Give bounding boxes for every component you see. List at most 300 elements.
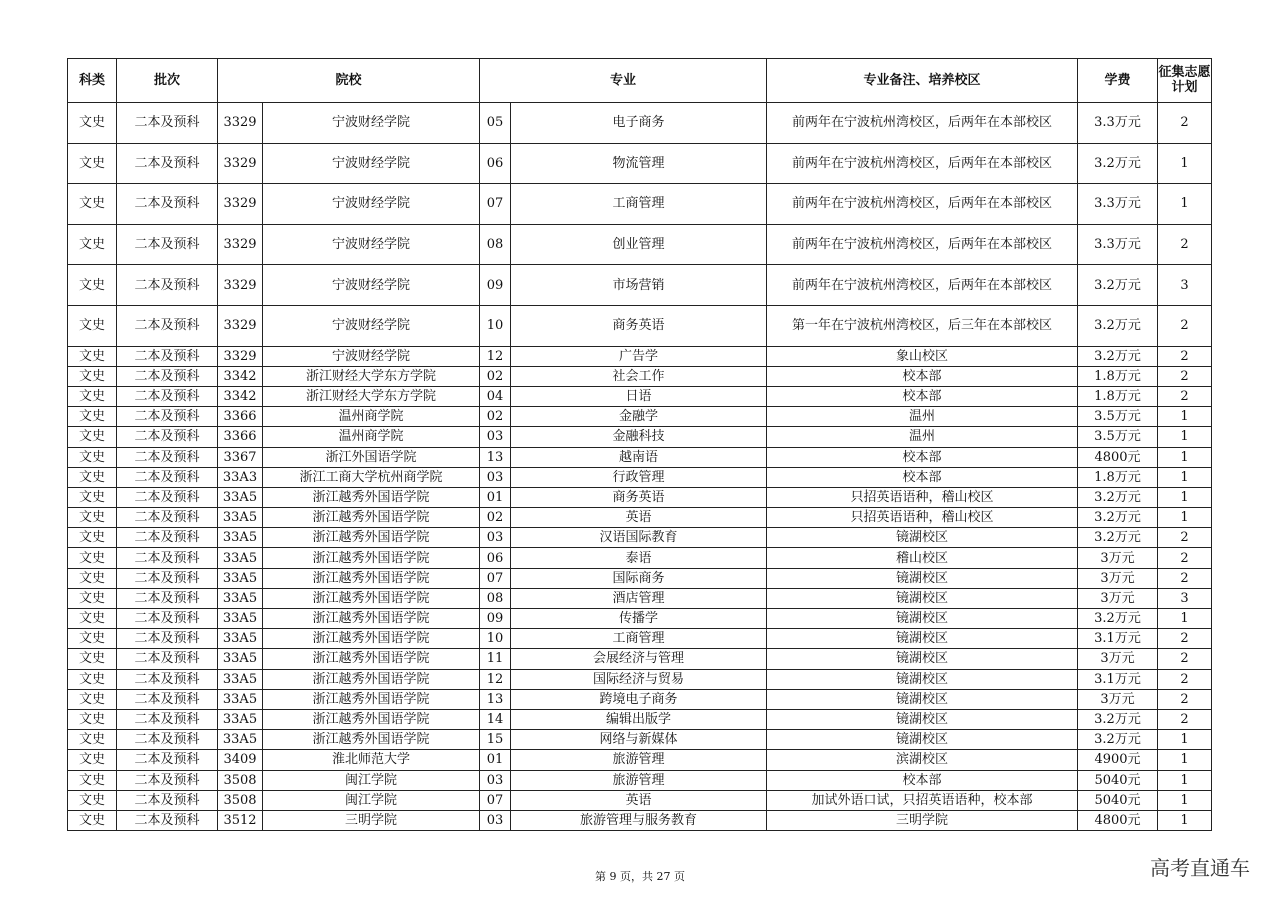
cell-school-name: 浙江越秀外国语学院 <box>263 528 480 548</box>
cell-category: 文史 <box>68 224 117 265</box>
cell-school-code: 3329 <box>218 184 263 225</box>
cell-school-code: 3342 <box>218 386 263 406</box>
cell-category: 文史 <box>68 790 117 810</box>
cell-category: 文史 <box>68 467 117 487</box>
cell-batch: 二本及预科 <box>117 427 218 447</box>
cell-major-code: 15 <box>480 730 511 750</box>
cell-notes: 稽山校区 <box>767 548 1078 568</box>
cell-notes: 滨湖校区 <box>767 750 1078 770</box>
cell-notes: 镜湖校区 <box>767 609 1078 629</box>
cell-major-name: 会展经济与管理 <box>511 649 767 669</box>
cell-batch: 二本及预科 <box>117 649 218 669</box>
cell-major-name: 市场营销 <box>511 265 767 306</box>
table-row <box>68 588 1212 608</box>
cell-tuition: 5040元 <box>1078 790 1158 810</box>
cell-school-name: 温州商学院 <box>263 407 480 427</box>
cell-tuition: 5040元 <box>1078 770 1158 790</box>
cell-school-name: 宁波财经学院 <box>263 305 480 346</box>
cell-plan: 2 <box>1158 689 1212 709</box>
cell-batch: 二本及预科 <box>117 730 218 750</box>
cell-batch: 二本及预科 <box>117 224 218 265</box>
cell-plan: 2 <box>1158 669 1212 689</box>
cell-school-name: 宁波财经学院 <box>263 346 480 366</box>
cell-major-code: 03 <box>480 528 511 548</box>
cell-major-name: 泰语 <box>511 548 767 568</box>
cell-plan: 1 <box>1158 770 1212 790</box>
cell-plan: 3 <box>1158 265 1212 306</box>
cell-category: 文史 <box>68 265 117 306</box>
table-row <box>68 790 1212 810</box>
table-row <box>68 407 1212 427</box>
table-header-row <box>68 59 1212 103</box>
cell-notes: 校本部 <box>767 467 1078 487</box>
cell-major-name: 电子商务 <box>511 103 767 144</box>
cell-major-code: 12 <box>480 346 511 366</box>
cell-notes: 加试外语口试，只招英语语种，校本部 <box>767 790 1078 810</box>
cell-category: 文史 <box>68 629 117 649</box>
cell-school-name: 闽江学院 <box>263 770 480 790</box>
cell-batch: 二本及预科 <box>117 103 218 144</box>
cell-category: 文史 <box>68 548 117 568</box>
table-row <box>68 649 1212 669</box>
cell-tuition: 3.1万元 <box>1078 669 1158 689</box>
cell-batch: 二本及预科 <box>117 709 218 729</box>
cell-major-code: 01 <box>480 487 511 507</box>
cell-major-code: 04 <box>480 386 511 406</box>
cell-tuition: 4900元 <box>1078 750 1158 770</box>
cell-notes: 只招英语语种，稽山校区 <box>767 508 1078 528</box>
cell-school-name: 宁波财经学院 <box>263 184 480 225</box>
cell-notes: 镜湖校区 <box>767 649 1078 669</box>
cell-category: 文史 <box>68 750 117 770</box>
cell-category: 文史 <box>68 528 117 548</box>
cell-school-code: 33A5 <box>218 568 263 588</box>
table-row <box>68 447 1212 467</box>
cell-school-code: 33A5 <box>218 730 263 750</box>
cell-tuition: 4800元 <box>1078 447 1158 467</box>
cell-school-code: 33A5 <box>218 588 263 608</box>
cell-school-code: 3329 <box>218 305 263 346</box>
cell-major-code: 02 <box>480 508 511 528</box>
cell-major-code: 08 <box>480 224 511 265</box>
cell-plan: 2 <box>1158 629 1212 649</box>
cell-school-name: 浙江越秀外国语学院 <box>263 669 480 689</box>
table-row <box>68 629 1212 649</box>
cell-school-code: 3329 <box>218 224 263 265</box>
table-row <box>68 730 1212 750</box>
table-row <box>68 709 1212 729</box>
cell-tuition: 3.2万元 <box>1078 346 1158 366</box>
cell-notes: 象山校区 <box>767 346 1078 366</box>
cell-plan: 1 <box>1158 143 1212 184</box>
cell-school-name: 浙江外国语学院 <box>263 447 480 467</box>
cell-category: 文史 <box>68 568 117 588</box>
cell-major-name: 商务英语 <box>511 305 767 346</box>
cell-major-code: 10 <box>480 305 511 346</box>
cell-school-code: 3409 <box>218 750 263 770</box>
cell-tuition: 3.2万元 <box>1078 143 1158 184</box>
cell-batch: 二本及预科 <box>117 184 218 225</box>
cell-plan: 2 <box>1158 103 1212 144</box>
cell-major-name: 酒店管理 <box>511 588 767 608</box>
cell-major-code: 07 <box>480 184 511 225</box>
table-row <box>68 528 1212 548</box>
cell-tuition: 3.3万元 <box>1078 103 1158 144</box>
cell-category: 文史 <box>68 770 117 790</box>
cell-notes: 前两年在宁波杭州湾校区，后两年在本部校区 <box>767 184 1078 225</box>
cell-category: 文史 <box>68 143 117 184</box>
cell-major-code: 08 <box>480 588 511 608</box>
cell-school-code: 33A3 <box>218 467 263 487</box>
cell-notes: 前两年在宁波杭州湾校区，后两年在本部校区 <box>767 143 1078 184</box>
cell-school-name: 宁波财经学院 <box>263 265 480 306</box>
cell-school-name: 浙江越秀外国语学院 <box>263 629 480 649</box>
cell-category: 文史 <box>68 427 117 447</box>
cell-tuition: 3万元 <box>1078 689 1158 709</box>
table-row <box>68 810 1212 830</box>
cell-category: 文史 <box>68 609 117 629</box>
cell-major-code: 05 <box>480 103 511 144</box>
cell-plan: 1 <box>1158 447 1212 467</box>
cell-notes: 镜湖校区 <box>767 568 1078 588</box>
cell-plan: 2 <box>1158 528 1212 548</box>
cell-school-code: 3329 <box>218 346 263 366</box>
cell-tuition: 3万元 <box>1078 548 1158 568</box>
header-major: 专业 <box>480 59 767 103</box>
cell-tuition: 3.2万元 <box>1078 730 1158 750</box>
header-category: 科类 <box>68 59 117 103</box>
cell-school-name: 温州商学院 <box>263 427 480 447</box>
cell-school-name: 浙江越秀外国语学院 <box>263 609 480 629</box>
cell-plan: 2 <box>1158 305 1212 346</box>
cell-plan: 2 <box>1158 366 1212 386</box>
cell-major-code: 07 <box>480 790 511 810</box>
cell-batch: 二本及预科 <box>117 305 218 346</box>
cell-school-code: 3512 <box>218 810 263 830</box>
cell-plan: 1 <box>1158 790 1212 810</box>
cell-tuition: 3.3万元 <box>1078 224 1158 265</box>
cell-plan: 1 <box>1158 508 1212 528</box>
cell-tuition: 1.8万元 <box>1078 386 1158 406</box>
cell-major-code: 13 <box>480 689 511 709</box>
cell-notes: 镜湖校区 <box>767 629 1078 649</box>
cell-major-name: 编辑出版学 <box>511 709 767 729</box>
cell-major-name: 英语 <box>511 790 767 810</box>
cell-tuition: 3万元 <box>1078 588 1158 608</box>
cell-major-code: 03 <box>480 467 511 487</box>
header-tuition: 学费 <box>1078 59 1158 103</box>
cell-major-name: 创业管理 <box>511 224 767 265</box>
table-row <box>68 548 1212 568</box>
cell-school-code: 33A5 <box>218 528 263 548</box>
cell-tuition: 3.1万元 <box>1078 629 1158 649</box>
cell-major-name: 金融科技 <box>511 427 767 447</box>
cell-major-code: 14 <box>480 709 511 729</box>
cell-major-code: 01 <box>480 750 511 770</box>
cell-plan: 1 <box>1158 467 1212 487</box>
cell-notes: 三明学院 <box>767 810 1078 830</box>
cell-major-name: 国际经济与贸易 <box>511 669 767 689</box>
cell-plan: 2 <box>1158 224 1212 265</box>
cell-notes: 只招英语语种，稽山校区 <box>767 487 1078 507</box>
cell-plan: 1 <box>1158 407 1212 427</box>
cell-school-name: 闽江学院 <box>263 790 480 810</box>
cell-major-code: 03 <box>480 427 511 447</box>
cell-school-name: 宁波财经学院 <box>263 143 480 184</box>
cell-school-code: 3366 <box>218 407 263 427</box>
cell-tuition: 3.2万元 <box>1078 305 1158 346</box>
cell-notes: 校本部 <box>767 386 1078 406</box>
cell-category: 文史 <box>68 407 117 427</box>
cell-plan: 2 <box>1158 548 1212 568</box>
cell-school-code: 33A5 <box>218 709 263 729</box>
cell-notes: 镜湖校区 <box>767 669 1078 689</box>
cell-tuition: 3.2万元 <box>1078 265 1158 306</box>
cell-category: 文史 <box>68 709 117 729</box>
cell-tuition: 1.8万元 <box>1078 467 1158 487</box>
cell-category: 文史 <box>68 689 117 709</box>
cell-tuition: 4800元 <box>1078 810 1158 830</box>
cell-major-name: 传播学 <box>511 609 767 629</box>
cell-plan: 2 <box>1158 709 1212 729</box>
cell-batch: 二本及预科 <box>117 568 218 588</box>
cell-tuition: 3.2万元 <box>1078 609 1158 629</box>
cell-notes: 校本部 <box>767 366 1078 386</box>
cell-major-code: 07 <box>480 568 511 588</box>
cell-notes: 镜湖校区 <box>767 689 1078 709</box>
cell-major-name: 跨境电子商务 <box>511 689 767 709</box>
cell-major-code: 09 <box>480 265 511 306</box>
cell-school-name: 浙江越秀外国语学院 <box>263 689 480 709</box>
cell-major-code: 13 <box>480 447 511 467</box>
cell-category: 文史 <box>68 386 117 406</box>
cell-notes: 前两年在宁波杭州湾校区，后两年在本部校区 <box>767 103 1078 144</box>
cell-batch: 二本及预科 <box>117 487 218 507</box>
cell-school-code: 33A5 <box>218 548 263 568</box>
table-row <box>68 750 1212 770</box>
table-row <box>68 305 1212 346</box>
cell-tuition: 3.2万元 <box>1078 487 1158 507</box>
cell-school-name: 浙江财经大学东方学院 <box>263 386 480 406</box>
cell-category: 文史 <box>68 366 117 386</box>
cell-major-name: 日语 <box>511 386 767 406</box>
cell-school-code: 3329 <box>218 265 263 306</box>
cell-major-code: 10 <box>480 629 511 649</box>
cell-plan: 1 <box>1158 750 1212 770</box>
cell-school-name: 三明学院 <box>263 810 480 830</box>
cell-plan: 3 <box>1158 588 1212 608</box>
cell-major-name: 旅游管理 <box>511 770 767 790</box>
cell-notes: 镜湖校区 <box>767 588 1078 608</box>
cell-major-code: 09 <box>480 609 511 629</box>
cell-plan: 1 <box>1158 609 1212 629</box>
cell-tuition: 3.5万元 <box>1078 407 1158 427</box>
table-row <box>68 508 1212 528</box>
table-row <box>68 770 1212 790</box>
cell-school-code: 33A5 <box>218 649 263 669</box>
cell-notes: 第一年在宁波杭州湾校区，后三年在本部校区 <box>767 305 1078 346</box>
cell-school-code: 3329 <box>218 103 263 144</box>
cell-tuition: 3万元 <box>1078 568 1158 588</box>
cell-tuition: 3.3万元 <box>1078 184 1158 225</box>
cell-major-name: 工商管理 <box>511 629 767 649</box>
cell-major-name: 金融学 <box>511 407 767 427</box>
table-row <box>68 224 1212 265</box>
table-row <box>68 487 1212 507</box>
cell-plan: 2 <box>1158 346 1212 366</box>
table-body <box>68 103 1212 831</box>
cell-school-name: 宁波财经学院 <box>263 224 480 265</box>
cell-plan: 1 <box>1158 487 1212 507</box>
cell-major-name: 物流管理 <box>511 143 767 184</box>
cell-plan: 2 <box>1158 649 1212 669</box>
table-row <box>68 366 1212 386</box>
cell-batch: 二本及预科 <box>117 366 218 386</box>
cell-batch: 二本及预科 <box>117 386 218 406</box>
cell-major-code: 02 <box>480 366 511 386</box>
cell-category: 文史 <box>68 669 117 689</box>
cell-major-code: 02 <box>480 407 511 427</box>
cell-category: 文史 <box>68 487 117 507</box>
cell-batch: 二本及预科 <box>117 750 218 770</box>
cell-school-name: 宁波财经学院 <box>263 103 480 144</box>
cell-batch: 二本及预科 <box>117 588 218 608</box>
cell-school-code: 3342 <box>218 366 263 386</box>
page-number: 第 9 页，共 27 页 <box>595 870 685 883</box>
cell-batch: 二本及预科 <box>117 407 218 427</box>
cell-tuition: 3.2万元 <box>1078 528 1158 548</box>
table-row <box>68 467 1212 487</box>
cell-school-code: 3508 <box>218 790 263 810</box>
cell-major-name: 商务英语 <box>511 487 767 507</box>
cell-major-name: 社会工作 <box>511 366 767 386</box>
cell-school-name: 浙江财经大学东方学院 <box>263 366 480 386</box>
cell-tuition: 3.2万元 <box>1078 709 1158 729</box>
enrollment-table <box>67 58 1212 831</box>
watermark-logo: 高考直通车 <box>1150 856 1250 880</box>
cell-notes: 校本部 <box>767 447 1078 467</box>
cell-batch: 二本及预科 <box>117 609 218 629</box>
cell-category: 文史 <box>68 346 117 366</box>
cell-notes: 镜湖校区 <box>767 709 1078 729</box>
cell-major-name: 旅游管理与服务教育 <box>511 810 767 830</box>
cell-school-code: 33A5 <box>218 669 263 689</box>
cell-batch: 二本及预科 <box>117 629 218 649</box>
cell-major-name: 英语 <box>511 508 767 528</box>
cell-school-name: 浙江越秀外国语学院 <box>263 508 480 528</box>
cell-major-code: 11 <box>480 649 511 669</box>
cell-major-name: 工商管理 <box>511 184 767 225</box>
header-notes: 专业备注、培养校区 <box>767 59 1078 103</box>
cell-major-code: 06 <box>480 143 511 184</box>
cell-category: 文史 <box>68 588 117 608</box>
cell-school-name: 浙江越秀外国语学院 <box>263 730 480 750</box>
cell-major-name: 旅游管理 <box>511 750 767 770</box>
cell-notes: 校本部 <box>767 770 1078 790</box>
cell-school-code: 33A5 <box>218 629 263 649</box>
cell-school-name: 浙江工商大学杭州商学院 <box>263 467 480 487</box>
table-row <box>68 669 1212 689</box>
cell-tuition: 3.2万元 <box>1078 508 1158 528</box>
cell-plan: 2 <box>1158 386 1212 406</box>
cell-major-name: 行政管理 <box>511 467 767 487</box>
cell-tuition: 3.5万元 <box>1078 427 1158 447</box>
cell-batch: 二本及预科 <box>117 669 218 689</box>
cell-major-name: 广告学 <box>511 346 767 366</box>
cell-school-code: 33A5 <box>218 508 263 528</box>
cell-plan: 1 <box>1158 427 1212 447</box>
cell-plan: 1 <box>1158 730 1212 750</box>
cell-batch: 二本及预科 <box>117 810 218 830</box>
cell-major-code: 03 <box>480 770 511 790</box>
cell-batch: 二本及预科 <box>117 346 218 366</box>
table-row <box>68 346 1212 366</box>
cell-batch: 二本及预科 <box>117 770 218 790</box>
cell-notes: 镜湖校区 <box>767 730 1078 750</box>
cell-notes: 前两年在宁波杭州湾校区，后两年在本部校区 <box>767 265 1078 306</box>
cell-school-name: 浙江越秀外国语学院 <box>263 568 480 588</box>
table-row <box>68 143 1212 184</box>
cell-tuition: 3万元 <box>1078 649 1158 669</box>
cell-category: 文史 <box>68 447 117 467</box>
cell-school-code: 3367 <box>218 447 263 467</box>
cell-school-name: 浙江越秀外国语学院 <box>263 487 480 507</box>
cell-major-name: 汉语国际教育 <box>511 528 767 548</box>
cell-category: 文史 <box>68 649 117 669</box>
cell-major-name: 越南语 <box>511 447 767 467</box>
cell-school-code: 33A5 <box>218 609 263 629</box>
table-row <box>68 689 1212 709</box>
cell-notes: 温州 <box>767 427 1078 447</box>
cell-major-name: 国际商务 <box>511 568 767 588</box>
header-plan: 征集志愿计划 <box>1158 59 1212 103</box>
cell-school-name: 淮北师范大学 <box>263 750 480 770</box>
cell-tuition: 1.8万元 <box>1078 366 1158 386</box>
cell-batch: 二本及预科 <box>117 528 218 548</box>
cell-batch: 二本及预科 <box>117 508 218 528</box>
header-batch: 批次 <box>117 59 218 103</box>
cell-category: 文史 <box>68 730 117 750</box>
cell-batch: 二本及预科 <box>117 548 218 568</box>
cell-school-code: 3366 <box>218 427 263 447</box>
cell-school-name: 浙江越秀外国语学院 <box>263 709 480 729</box>
cell-category: 文史 <box>68 508 117 528</box>
cell-major-code: 03 <box>480 810 511 830</box>
table-row <box>68 427 1212 447</box>
cell-batch: 二本及预科 <box>117 790 218 810</box>
cell-category: 文史 <box>68 103 117 144</box>
cell-batch: 二本及预科 <box>117 447 218 467</box>
cell-notes: 温州 <box>767 407 1078 427</box>
cell-batch: 二本及预科 <box>117 265 218 306</box>
cell-plan: 1 <box>1158 184 1212 225</box>
cell-school-name: 浙江越秀外国语学院 <box>263 548 480 568</box>
cell-school-code: 3329 <box>218 143 263 184</box>
cell-plan: 2 <box>1158 568 1212 588</box>
cell-school-name: 浙江越秀外国语学院 <box>263 649 480 669</box>
cell-batch: 二本及预科 <box>117 143 218 184</box>
cell-notes: 镜湖校区 <box>767 528 1078 548</box>
table-row <box>68 184 1212 225</box>
cell-school-code: 33A5 <box>218 689 263 709</box>
table-row <box>68 103 1212 144</box>
cell-major-name: 网络与新媒体 <box>511 730 767 750</box>
cell-school-name: 浙江越秀外国语学院 <box>263 588 480 608</box>
cell-category: 文史 <box>68 305 117 346</box>
cell-category: 文史 <box>68 184 117 225</box>
cell-notes: 前两年在宁波杭州湾校区，后两年在本部校区 <box>767 224 1078 265</box>
table-row <box>68 265 1212 306</box>
